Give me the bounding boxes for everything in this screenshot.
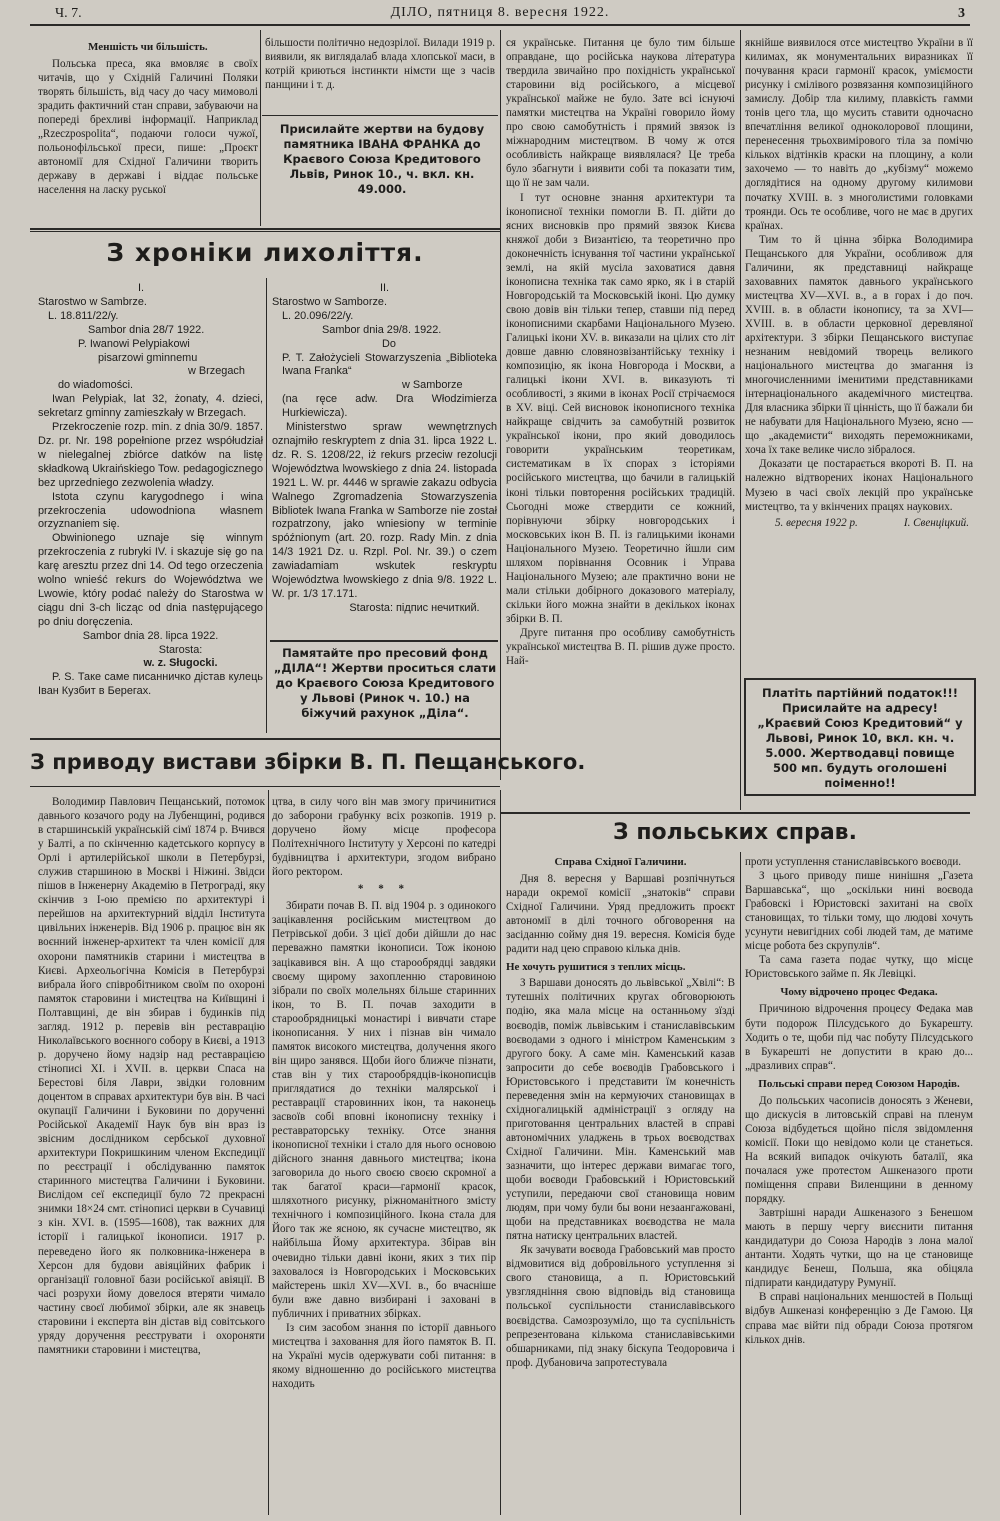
franko-appeal: Присилайте жертви на будову памятника ІВАНА ФРАНКА до Краєвого Союза Кредитового Львів, Ринок 10., ч. вкл. кн. 49.000. xyxy=(279,122,485,196)
column-rule xyxy=(500,30,501,780)
letterhead-line: w Samborze xyxy=(402,379,463,392)
polish-s3c-text: Та сама газета подає чутку, що місце Юристовського займе п. Як Левіцкі. xyxy=(745,954,973,981)
kilim-signer: І. Свенціцкий. xyxy=(903,516,969,529)
party-tax-appeal: Платіть партійний податок!!! Присилайте на адресу! „Краєвий Союз Кредитовий“ у Львові, Ринок 10, вкл. кн. ч. 5.000. Жертводавці повище 500 мп. будуть оголошені поіменно!! xyxy=(744,678,976,796)
doc1-paragraph: do wiadomości. xyxy=(58,379,134,392)
chronicle-doc-1 xyxy=(38,282,263,712)
column-rule xyxy=(260,30,261,226)
doc1-paragraph: Istota czynu karygodnego i wina przekroczenia udowodniona własnem orzyznaniem się. xyxy=(38,490,263,531)
letterhead-line: L. 20.096/22/y. xyxy=(282,309,354,322)
polish-s4-heading: Чому відрочено процес Федака. xyxy=(780,986,938,999)
letterhead-line: (na ręce adw. Dra Włodzimierza Hurkiewicza). xyxy=(282,393,497,420)
collection-text-2a: цтва, в силу чого він мав змогу причинитися до заборони грабунку всіх розкопів. 1919 р. доручено йому місце професора Політехнічного Інституту у Херсоні по катедрі будівництва і архитектури, згодом вибрано його ректором. xyxy=(272,796,496,879)
kilim-text-2: Тим то й цінна збірка Володимира Пещанського для України, особливож для Галичини, як представниці найкраще заховавних памяток давнього українського мистецтва XV—XVI. в., а в горах і до поч. XVIII. в. в области іконопису, та за XVI—XVIII. в. в области церковної деревляної архітектури. З збірки Пещанського виступає незнаним невідомий творець великого національного мистецтва до змагання із многочисленними іменитими представниками інтернаціонального академічного мистецтва. Для власника збірки її цінність, що її бажали би не набувати для Національного Музею, ясно — що „академисти“ виходять переможниками, хоча їх таке велике число зібралося. xyxy=(745,233,973,457)
page-number: 3 xyxy=(958,6,965,21)
collection-col-1 xyxy=(38,795,265,1515)
doc1-paragraph: Przekroczenie rozp. min. z dnia 30/9. 1857. Dz. pr. Nr. 198 popełnione przez współudział w nielegalnej zbiórce datków na listę składkową Ukraińskiego Tow. pedagogicznego bez uprzedniego zezwolenia władzy. xyxy=(38,421,263,489)
letterhead-line: Do xyxy=(382,337,396,350)
doc2-body: Ministerstwo spraw wewnętrznych oznajmiło reskryptem z dnia 31. lipca 1922 L. dz. R. S. 1208/22, iż rekurs przeciw rezolucji Województwa lwowskiego z dnia 24. listopada 1921 L. W. pr. 4446 w sprawie zakazu odbycia Walnego Zgromadzenia Stowarzyszenia Bibliotek Iwana Franka w Samborze nie został rozpatrzony, jako wniesiony w terminie spóźnionym (art. 20. rozp. Rady Min. z dnia 14/3 1921 Dz. u. Rzpl. Pol. Nr. 39.) o czem zawiadamiam wskutek reskryptu Województwa lwowskiego z dnia 9/8. 1922 L. W. pr. 1/3 17.171. xyxy=(272,421,497,600)
collection-col-2 xyxy=(272,795,496,1515)
doc1-paragraph: Obwinionego uznaje się winnym przekroczenia z rubryki IV. i skazuje się go na karę aresztu przez dni 14. Od tego orzeczenia wolno wnieść rekurs do Województwa we Lwowie, który podać należy do Starostwa w ciągu dni 3-ch licząc od dnia następującego po dniu doręczenia. xyxy=(38,532,263,628)
doc1-ps: P. S. Таке саме писанничко дістав кулець Іван Кузбит в Берегах. xyxy=(38,671,263,698)
column-rule xyxy=(740,852,741,1515)
kilim-text-1: якнійше виявилося отсе мистецтво України в її килимах, як монументальних виразниках її почування краси гармонії красок, уміємости рисунку і смілівого розвязання композиційного замислу. Добір тла килиму, плавкість гамми тонів цего тла, що мусить ставити одночасно впечатління великої одноколорової площини, перенесення трьохвимірового тіла за помічю кількох відтінків краски на площину, а коли захочемо — то навіть до „кубізму“ можемо доглядітися на одному другому килимови початку XVIII. в. з многолистими головками троянди. Ось те особливе, чого не має в других країнах. xyxy=(745,37,973,232)
collection-text-1: Володимир Павлович Пещанський, потомок давнього козачого роду на Лубенщині, родився в старшинській українській сімї 1874 р. Вчився у Балті, а по скінченню кадетського корпусу в Орлі і артилерійської школи в Петербурзі, служив старшиною в Москві і Ніжині. Звідси пішов в Інженерну Академію в Петрограді, яку скінчив з I-ою премією по архитектурі і перейшов на архитектурний відділ Інститута цивільних інженерів. Від 1906 р. працює він як воєнний інженер-архитект та член комісії для охорони памятників старини і мистецтва в Києві. Археольогічна Комісія в Петербурзі вибрала його співробітником своїм по охороні памяток старовини і мистецтва на Київщині і Полтавщині, де він збирав і будинків під загляд. 1912 р. перевів він реставрацію Николаївського воєнного собору в Києві, а 1913 р. доручено йому надзір над реставрацією стінописі XI. і XVII. в. церкви Спаса на Берестові біля Лаври, звідки головним доцентом в справах архитектури був він. В часі окупації Галичини і Буковини по дорученні Російської Академії Наук був він враз із звісним дослідником сербської духовної архитектури Покришкиним членом Експедиції по реєстрації і обслідуванню памяток старинного мистецтва Галичини і Буковини. Вислідом сеї експедиції було 72 прекрасні знимки 18×24 смт. стінописі церкви в Сучавиці з кін. XVI. в. (1595—1608), так важних для історії і галицької іконописи. 1917 р. переведено його як полковника-інженера в Херсон для будови авіяційних фабрик і організації головної бази російської авіяції. В часі розрухи йому довелося втеряти чимало частину своєї любимої збірки, але як знавець старовини і експерта він дістав від совітського уряду доручення реєструвати і охороняти памятники старовини і мистецтва, xyxy=(38,796,265,1356)
polish-s1-text: Дня 8. вересня у Варшаві розпічнуться наради окремої комісії „знатоків“ справи Східної Галичини. Уряд предложить проєкт автономії в ділі точного обговорення на засіданню сойму дня 19. вересня. Комісія буде радити над цею справою кілька днів. xyxy=(506,873,735,956)
art-text-1: ся українське. Питання це було тим більше оправдане, що російська наукова література твердила звичайно про похідність української старовини від російського, а місцевої української майже не було. Зате всі існуючі памятки мистецтва на Україні говорило йому про свою самобутність і прямий звязок із міжнародним мистецтвом. В чому ж отся особливість найкраще виявлялася? Це треба було збагнути і виявити собі та показати тим, що її не зам чали. xyxy=(506,37,735,190)
polish-s5-heading: Польські справи перед Союзом Народів. xyxy=(758,1077,960,1090)
doc1-signer: w. z. Sługocki. xyxy=(143,657,218,670)
polish-s5-text: До польських часописів доносять з Женеви, що дискусія в литовській справі на пленум Союза відбудеться щойно після звідомлення комісії. Поки що невідомо коли це станеться. На всякий випадок очікують баталії, яка почалася уже протестом Ашкеназого проти поміщення справи Виленщини в денному порядку. xyxy=(745,1094,973,1206)
polish-s5b-text: Завтрішні наради Ашкеназого з Бенешом мають в першу чергу виєснити питання кандидатури до Союза Народів з лона малої антанти. Ходять чутки, що на це становище кандидує Бенеш, Польша, яка обіцяла підпирати кандидатуру Румунії. xyxy=(745,1207,973,1290)
page-header xyxy=(30,4,970,24)
collection-text-2c: Із сим засобом знання по історії давнього мистецтва і заховання для його памяток В. П. на Україні мусів одержувати собі питання: в якому відношенню до російського мистецтва находить xyxy=(272,1321,496,1390)
polish-s1-heading: Справа Східної Галичини. xyxy=(554,856,687,868)
majority-continuation xyxy=(265,36,495,116)
polish-title: З польських справ. xyxy=(613,820,857,845)
art-text-2: І тут основне знання архитектури та іконописної техніки помогли В. П. дійти до ясних висновків про прямий звязок Києва княжої доби з Византією, та теоретично про доконечність існування тої частини української землі, на якій мусіла заховатися давня іконописна техніка так само ярко, як і в старій Новгородській та Московській іконі. Цю думку свою довів він тільки тепер, ставши під перед іконописними скарбами Національного Музею. Галицькі ікони XV. в. виказали на цілих сто літ довше давню словянозвізантійську техніку і композицію, як ікона Новгорода і Москви, а галицькі ікони XVI. в. виказують ті особливості, з якими в іконах Росії стрічаємося в XV. віці. Сей висновок іконописного техніка найкраще свідчить за самобутній розвиток української ікони, про який доводилось говорити українським теоретикам, систематикам в їх спорах з історіями російського мистецтва, що бачили в галицькій іконі тільки повторення російських традицій. Сьогодні може ствердити се кожний, порівнуючи збірку новгородських і московських ікон В. П. із галицькими іконами Національного Музею. Теоретично йшли сим шляхом порівнання Осовник і Управа Національного Музею; але практично вони не мали стільки добірного доказового матеріалу, скільки його можна знайти в декількох іконах збірки В. П. xyxy=(506,191,735,625)
section-divider-stars: * * * xyxy=(357,883,411,896)
letterhead-line: pisarzowi gminnemu xyxy=(98,351,198,364)
doc1-letterhead xyxy=(38,296,263,379)
doc1-date: Sambor dnia 28. lipca 1922. xyxy=(82,629,219,642)
polish-s3b-text: З цього приводу пише нинішня „Газета Варшавська“, що „оскільки нині воєвода Грабовскі і Юристовскі захитані на своїх становищах, то тільки тому, що людові хочуть усунути невигідних собі людей там, де матиме місце робота без скрупулів“. xyxy=(745,870,973,953)
rule xyxy=(500,812,970,814)
polish-col-1 xyxy=(506,855,735,1515)
letterhead-line: Starostwo w Samborze. xyxy=(272,295,388,308)
doc1-body xyxy=(38,379,263,629)
column-rule xyxy=(500,790,501,1515)
column-rule xyxy=(740,30,741,810)
page-label: Ч. 7. xyxy=(55,6,82,21)
rule xyxy=(30,228,500,230)
majority-cont-text: більшости політично недозрілої. Вилади 1919 р. виявили, як виглядалаб влада хлопської маси, в котрій криються інстинкти німсти ще з часів панщини і т. д. xyxy=(265,37,495,92)
doc1-paragraph: Iwan Pelypiak, lat 32, żonaty, 4. dzieci, sekretarz gminny zamieszkały w Brzegach. xyxy=(38,393,263,420)
polish-s4-text: Причиною відрочення процесу Федака мав бути подорож Пілсудського до Букарешту. Ходить о те, щоби під час побуту Пілсудського в Букарешті не допустити в краю до... „дразливих справ“. xyxy=(745,1003,973,1072)
polish-col-2 xyxy=(745,855,973,1515)
rule xyxy=(270,640,498,642)
collection-text-2b: Збирати почав В. П. від 1904 р. з одинокого зацікавлення російським мистецтвом до Петрівської доби. З цієї доби дійшли до нас переважно памятки іконописи. Тож іконою зацікавився він. А що старообрядці завдяки своєму щирому захопленню старовиною зібрали по своїх молельнях більше старинних ікон, то В. П. почав заходити в старообрядницькі монастирі і вивчати старе іконописання. У них і пізнав він чимало памяток високого мистецтва, долучення якого він щиро занявся. Щоби його ближче пізнати, став він у тих старообрядців-іконописців приглядатися до техніки малярської і реставрації старовинних ікон, та наконець засвоїв собі вповні іконописну техніку і реставраторську техніку. Отсе знання іконописної техніки і стало для нього основою дійсного знання давнього мистецтва; ікона заговорила до нього своєю своєю скромної а так багатої краси—гармонії красок, шляхотного рисунку, ріжноманітного змісту технічного і композиційного. Ікона стала для Його так же ясною, як сучасне мистецтво, як найбільша Йому архитектура. Збірав він очевидно тільки давні ікони, яких з тих пір заховалося із Новгородських і Московських майстерень шкіл XV—XVI. в., бо вчасніше були вже давно визбирані і заховані в публичних і приватних збірках. xyxy=(272,900,496,1320)
majority-text: Польська преса, яка вмовляє в своїх читачів, що у Східній Галичині Поляки творять більшість, від часу до часу мимоволі зрадить фактичний стан справи, забуваючи на попереді брехливі інформації. Наприклад „Rzeczpospolita“, подаючи голоси чужої, польонофільської преси, пише: „Проєкт автономії для Східної Галичини творить державу в державі і віддає польське населення на ласку руської xyxy=(38,58,258,197)
kilim-article-column xyxy=(745,36,973,671)
letterhead-line: L. 18.811/22/y. xyxy=(48,309,119,322)
polish-s3-text: проти уступлення станиславівського воєводи. xyxy=(745,856,962,868)
rule xyxy=(30,786,500,787)
column-rule xyxy=(266,278,267,733)
polish-s2-text: З Варшави доносять до львівської „Хвілі“: В тутешніх політичних кругах обговорюють подію, яка мала місце на останньому зїзді воєводів, поміж львівським і станиславівським воєводами з одного і міністром Каменським з другого боку. А саме мін. Каменський казав запросити до себе воєводів Грабовського і Юристовського і представити їм конечність переведення змін на кермуючих становищах в східногалицькій адміністрації з огляду на приготовання центральних властей в справі автономічних уладжень в трьох воєводствах Східної Галичини. Мін. Каменський мав зазначити, що інтерес держави вимагає того, щоби воєводи Грабовський і Юристовський уступили, передаючи свої становища новим людям, при чому були бы вони незаангажовані, щоби на представниках воєводства не мала пятна натиску центральних властей. xyxy=(506,977,735,1243)
doc2-number: II. xyxy=(379,282,390,294)
chronicle-title: З хроніки лихоліття. xyxy=(106,238,424,267)
letterhead-line: Sambor dnia 29/8. 1922. xyxy=(322,323,442,336)
kilim-date: 5. вересня 1922 р. xyxy=(775,516,858,529)
polish-s5c-text: В справі національних меншостей в Польщі відбув Ашкеназі конференцію з Де Гамою. Ця справа має війти під обради Союза протягом кількох днів. xyxy=(745,1291,973,1346)
chronicle-doc-2 xyxy=(272,282,497,632)
header-rule xyxy=(30,24,970,26)
doc2-letterhead xyxy=(272,296,497,421)
press-fund-appeal: Памятайте про пресовий фонд „ДІЛА“! Жертви проситься слати до Краєвого Союза Кредитового у Львові (Ринок ч. 10.) на біжучий рахунок „Діла“. xyxy=(273,646,497,720)
polish-s2b-text: Як зачувати воєвода Грабовський мав просто відмовитися від добровільного уступлення зі свого становища, а п. Юристовський увзглядніння свою відповідь від становища польської суспільности станиславівського воєвідства. Самозрозуміло, що та суспільність репрезентована кількома станиславівськими обшарниками, під знаку біскупа Теодоровича і проф. Дубановича запротестувала xyxy=(506,1244,735,1369)
masthead: ДІЛО, пятниця 8. вересня 1922. xyxy=(390,5,610,20)
doc1-signer-title: Starosta: xyxy=(158,643,203,656)
doc2-signer: Starosta: підпис нечиткий. xyxy=(349,601,480,614)
kilim-text-3: Доказати це постарається вкороті В. П. на належно відтворених іконах Національного Музею в часі своїх лекцій про українське мистецтво, та у вкінчених працях наукових. xyxy=(745,458,973,513)
rule xyxy=(262,115,498,116)
letterhead-line: Starostwo w Sambrze. xyxy=(38,295,147,308)
majority-article xyxy=(38,40,258,225)
collection-title: З приводу вистави збірки В. П. Пещанського. xyxy=(30,750,586,774)
letterhead-line: P. Iwanowi Pelypiakowi xyxy=(78,337,190,350)
letterhead-line: w Brzegach xyxy=(188,365,245,378)
doc1-number: I. xyxy=(138,282,145,294)
art-text-3: Друге питання про особливу самобутність української мистецтва В. П. рішив дуже просто. Най- xyxy=(506,626,735,668)
rule xyxy=(30,738,500,740)
rule xyxy=(30,231,500,232)
polish-s2-heading: Не хочуть рушитися з теплих місць. xyxy=(506,961,686,974)
letterhead-line: Sambor dnia 28/7 1922. xyxy=(88,323,205,336)
column-rule xyxy=(268,790,269,1515)
majority-heading: Меншість чи більшість. xyxy=(88,41,208,53)
art-article-column xyxy=(506,36,735,796)
letterhead-line: P. T. Założycieli Stowarzyszenia „Biblioteka Iwana Franka“ xyxy=(282,351,497,378)
